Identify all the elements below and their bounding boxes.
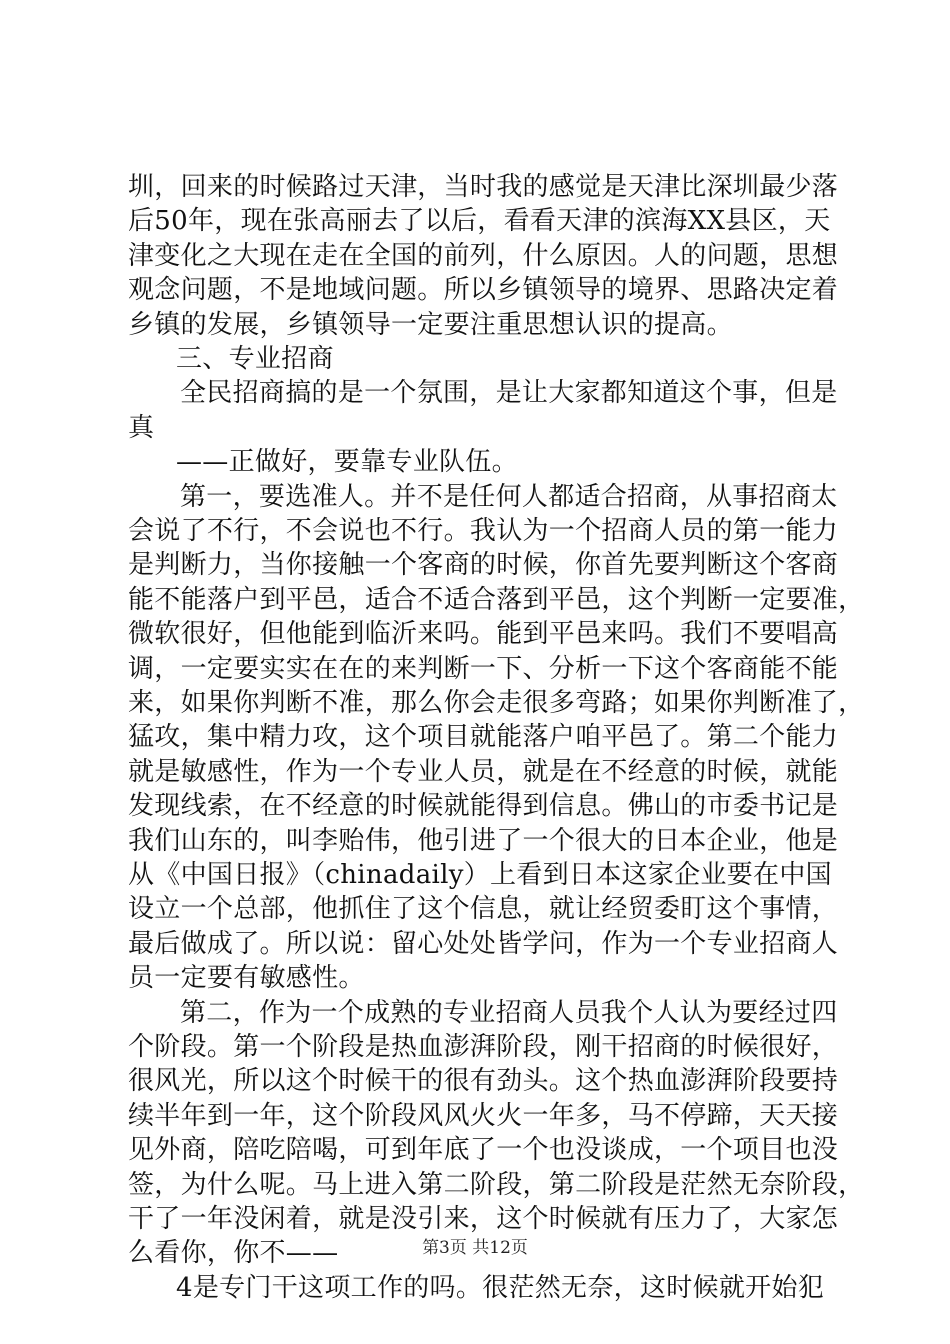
text-line: 干了一年没闲着，就是没引来，这个时候就有压力了，大家怎 bbox=[128, 1204, 839, 1234]
text-line: 从《中国日报》（chinadaily）上看到日本这家企业要在中国 bbox=[128, 860, 832, 890]
text-line: 签，为什么呢。马上进入第二阶段，第二阶段是茫然无奈阶段， bbox=[128, 1169, 865, 1200]
text-line: 就是敏感性，作为一个专业人员，就是在不经意的时候，就能 bbox=[128, 756, 839, 787]
text-line: 乡镇的发展，乡镇领导一定要注重思想认识的提高。 bbox=[128, 309, 733, 340]
text-line: 全民招商搞的是一个氛围，是让大家都知道这个事，但是 bbox=[180, 378, 838, 409]
text-line: ——正做好，要靠专业队伍。 bbox=[176, 447, 518, 478]
text-line: 微软很好，但他能到临沂来吗。能到平邑来吗。我们不要唱高 bbox=[128, 619, 839, 650]
text-line: 续半年到一年，这个阶段风风火火一年多，马不停蹄，天天接 bbox=[128, 1100, 839, 1131]
text-line: 真 bbox=[128, 412, 155, 443]
text-line: 4是专门干这项工作的吗。很茫然无奈，这时候就开始犯 bbox=[176, 1272, 825, 1303]
text-line: 会说了不行，不会说也不行。我认为一个招商人员的第一能力 bbox=[128, 516, 839, 546]
page-number-footer: 第3页 共12页 bbox=[422, 1238, 528, 1258]
text-line: 员一定要有敏感性。 bbox=[128, 963, 365, 994]
text-line: 我们山东的，叫李贻伟，他引进了一个很大的日本企业，他是 bbox=[128, 825, 839, 856]
text-line: 发现线索，在不经意的时候就能得到信息。佛山的市委书记是 bbox=[128, 791, 839, 822]
text-line: 最后做成了。所以说：留心处处皆学问，作为一个专业招商人 bbox=[128, 928, 839, 959]
text-line: 调，一定要实实在在的来判断一下、分析一下这个客商能不能 bbox=[128, 653, 839, 684]
text-line: 观念问题，不是地域问题。所以乡镇领导的境界、思路决定着 bbox=[128, 275, 839, 306]
text-line: 圳，回来的时候路过天津，当时我的感觉是天津比深圳最少落 bbox=[128, 172, 839, 202]
text-line: 来，如果你判断不准，那么你会走很多弯路；如果你判断准了， bbox=[128, 688, 865, 718]
text-line: 个阶段。第一个阶段是热血澎湃阶段，刚干招商的时候很好， bbox=[128, 1032, 839, 1062]
text-line: 后50年，现在张高丽去了以后，看看天津的滨海XX县区，天 bbox=[128, 206, 831, 237]
section-heading: 三、专业招商 bbox=[176, 344, 334, 374]
text-line: 见外商，陪吃陪喝，可到年底了一个也没谈成，一个项目也没 bbox=[128, 1135, 839, 1166]
text-line: 是判断力，当你接触一个客商的时候，你首先要判断这个客商 bbox=[128, 550, 839, 581]
text-line: 设立一个总部，他抓住了这个信息，就让经贸委盯这个事情， bbox=[128, 894, 839, 925]
text-line: 能不能落户到平邑，适合不适合落到平邑，这个判断一定要准， bbox=[128, 584, 865, 615]
text-line: 津变化之大现在走在全国的前列，什么原因。人的问题，思想 bbox=[128, 240, 839, 271]
text-line: 很风光，所以这个时候干的很有劲头。这个热血澎湃阶段要持 bbox=[128, 1066, 839, 1097]
text-line: 第一，要选准人。并不是任何人都适合招商，从事招商太 bbox=[180, 481, 838, 512]
text-line: 第二，作为一个成熟的专业招商人员我个人认为要经过四 bbox=[180, 997, 838, 1028]
text-line: 么看你，你不—— bbox=[128, 1238, 339, 1269]
text-line: 猛攻，集中精力攻，这个项目就能落户咱平邑了。第二个能力 bbox=[128, 722, 839, 753]
